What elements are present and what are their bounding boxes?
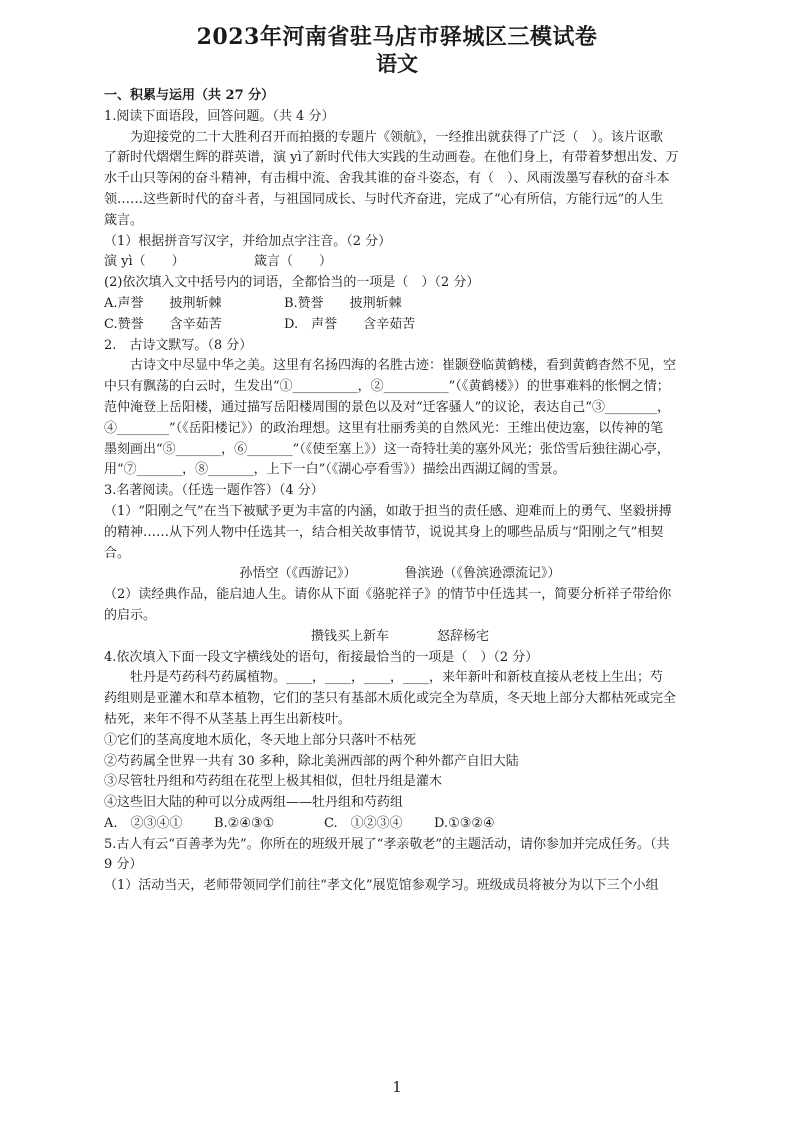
- question-4-stem: 4.依次填入下面一段文字横线处的语句，衔接最恰当的一项是（ ）（2 分）: [104, 649, 539, 665]
- option-b[interactable]: B.赞誉 披荆斩棘: [284, 295, 402, 311]
- option-b[interactable]: B.②④③①: [214, 815, 275, 831]
- subquestion: （1）活动当天，老师带领同学们前往“孝文化”展览馆参观学习。班级成员将被分为以下三个小组: [104, 878, 659, 894]
- option-row: [104, 294, 696, 315]
- option-c[interactable]: C.赞誉 含辛茹苦: [104, 316, 222, 332]
- exam-content: [104, 86, 696, 897]
- sentence-item: ②芍药属全世界一共有 30 多种，除北美洲西部的两个种外都产自旧大陆: [104, 753, 519, 769]
- option-c[interactable]: C. ①②③④: [324, 815, 403, 831]
- subquestion: 的启示。: [104, 607, 157, 623]
- plot-choices: [104, 627, 696, 648]
- subquestion: 合。: [104, 545, 131, 561]
- choice-plot-yang[interactable]: 怒辞杨宅: [437, 628, 490, 644]
- passage-line: ④________”（《岳阳楼记》）的政治理想。这里有壮丽秀美的自然风光：王维出使边塞，以传神的笔: [104, 420, 664, 436]
- subquestion: （1）根据拼音写汉字，并给加点字注音。（2 分）: [104, 233, 392, 249]
- sentence-item: ④这些旧大陆的种可以分成两组——牡丹组和芍药组: [104, 795, 404, 811]
- subquestion: (2)依次填入文中括号内的词语，全都恰当的一项是（ ）（2 分）: [104, 275, 480, 291]
- question-5-stem: 5.古人有云“百善孝为先”。你所在的班级开展了“孝亲敬老”的主题活动，请你参加并完成任务。（共: [104, 836, 670, 852]
- passage-line: 古诗文中尽显中华之美。这里有名扬四海的名胜古迹：崔颢登临黄鹤楼，看到黄鹤杳然不见，空: [130, 358, 677, 374]
- passage-line: 用“⑦_______，⑧_______，上下一白”（《湖心亭看雪》）描绘出西湖辽阔的雪景。: [104, 462, 566, 478]
- choice-robinson[interactable]: 鲁滨逊（《鲁滨逊漂流记》）: [404, 566, 561, 582]
- passage-line: 水千山只等闲的奋斗精神，有击楫中流、舍我其谁的奋斗姿态，有（ ）、风雨泼墨写春秋的奋斗本: [104, 171, 670, 187]
- sentence-item: ①它们的茎高度地木质化，冬天地上部分只落叶不枯死: [104, 732, 417, 748]
- passage-line: 范仲淹登上岳阳楼，通过描写岳阳楼周围的景色以及对“迁客骚人”的议论，表达自己“③________，: [104, 399, 670, 415]
- passage-line: 药组则是亚灌木和草本植物，它们的茎只有基部木质化或完全为草质，冬天地上部分大都枯死或完全: [104, 691, 677, 707]
- exam-title: 2023年河南省驻马店市驿城区三模试卷: [196, 24, 598, 50]
- question-3-stem: 3.名著阅读。（任选一题作答）（4 分）: [104, 483, 324, 499]
- page-number: 1: [392, 1078, 402, 1096]
- question-2-stem: 2. 古诗文默写。（8 分）: [104, 337, 253, 353]
- passage-line: 为迎接党的二十大胜利召开而拍摄的专题片《领航》，一经推出就获得了广泛（ ）。该片讴歌: [130, 129, 664, 145]
- passage-line: 中只有飘荡的白云时，生发出“①__________，②__________”（《黄鹤楼》）的世事难料的怅惘之情；: [104, 379, 670, 395]
- passage-line: 箴言。: [104, 212, 144, 228]
- exam-subject: 语文: [376, 51, 418, 76]
- passage-line: 领……这些新时代的奋斗者，与祖国同成长、与时代齐奋进，完成了“心有所信，方能行远”的人生: [104, 191, 664, 207]
- option-row: [104, 315, 696, 336]
- option-a[interactable]: A.声誉 披荆斩棘: [104, 295, 222, 311]
- passage-line: 了新时代熠熠生辉的群英谱，演 yì了新时代伟大实践的生动画卷。在他们身上，有带着梦想出发、万: [104, 150, 679, 166]
- choice-sunwukong[interactable]: 孙悟空（《西游记》）: [239, 566, 357, 582]
- subquestion: （2）读经典作品，能启迪人生。请你从下面《骆驼祥子》的情节中任选其一，简要分析祥子带给你: [104, 587, 672, 603]
- option-d[interactable]: D.①③②④: [434, 815, 495, 831]
- pinyin-fill-row: [104, 252, 696, 273]
- option-a[interactable]: A. ②③④①: [104, 815, 183, 831]
- passage-line: 枯死，来年不得不从茎基上再生出新枝叶。: [104, 711, 352, 727]
- fill-blank-zhen[interactable]: 箴言（ ）: [254, 254, 333, 270]
- sentence-item: ③尽管牡丹组和芍药组在花型上极其相似，但牡丹组是灌木: [104, 774, 443, 790]
- passage-line: 牡丹是芍药科芍药属植物。____，____，____，____，来年新叶和新枝直接从老枝上生出；芍: [130, 670, 664, 686]
- option-row: [104, 814, 696, 835]
- fill-blank-yi[interactable]: 演 yì（ ）: [104, 254, 185, 270]
- subquestion: 的精神……从下列人物中任选其一，结合相关故事情节，说说其身上的哪些品质与“阳刚之气”相契: [104, 524, 664, 540]
- section-heading: 一、积累与运用（共 27 分）: [104, 88, 275, 103]
- question-1-stem: 1.阅读下面语段，回答问题。（共 4 分）: [104, 108, 335, 124]
- passage-line: 墨刻画出“⑤_______，⑥_______”（《使至塞上》）这一奇特壮美的塞外风光；张岱雪后独往湖心亭，: [104, 441, 670, 457]
- subquestion: （1）“阳刚之气”在当下被赋予更为丰富的内涵，如敢于担当的责任感、迎难而上的勇气、坚毅拼搏: [104, 503, 672, 519]
- option-d[interactable]: D. 声誉 含辛茹苦: [284, 316, 416, 332]
- choice-plot-car[interactable]: 攒钱买上新车: [310, 628, 389, 644]
- character-choices: [104, 564, 696, 585]
- question-5-stem-cont: 9 分）: [104, 857, 143, 873]
